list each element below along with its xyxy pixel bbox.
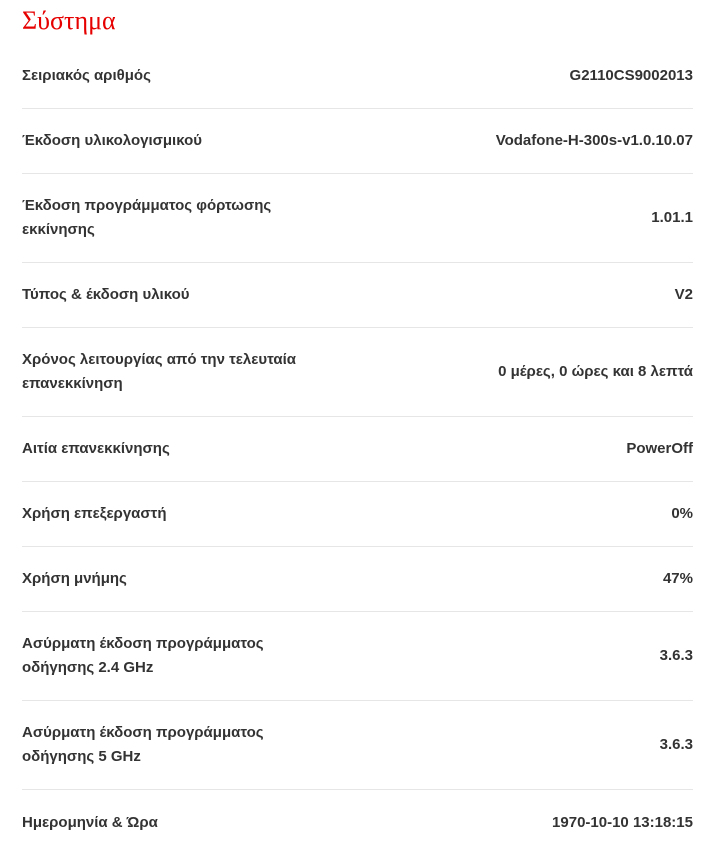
info-value: 1970-10-10 13:18:15 — [552, 813, 693, 831]
info-row-reboot-reason — [22, 417, 693, 482]
info-row-uptime — [22, 328, 693, 417]
info-row-wireless-driver-5ghz — [22, 701, 693, 790]
system-info-list — [22, 44, 693, 855]
info-label: Έκδοση υλικολογισμικού — [22, 132, 202, 149]
info-row-wireless-driver-2-4ghz — [22, 612, 693, 701]
info-value: Vodafone-H-300s-v1.0.10.07 — [495, 132, 693, 149]
info-label: Ημερομηνία & Ώρα — [22, 813, 158, 831]
info-label: Αιτία επανεκκίνησης — [22, 440, 170, 457]
info-row-cpu-usage — [22, 482, 693, 547]
info-value: 3.6.3 — [659, 647, 693, 664]
info-row-serial-number — [22, 44, 693, 109]
info-row-bootloader-version — [22, 174, 693, 263]
info-label: Ασύρματη έκδοση προγράμματος οδήγησης 5 GHz — [22, 724, 264, 765]
info-value: G2110CS9002013 — [569, 67, 693, 84]
info-label: Έκδοση προγράμματος φόρτωσης εκκίνησης — [22, 197, 272, 238]
page-title: Σύστημα — [22, 6, 116, 35]
info-value: 1.01.1 — [651, 209, 693, 226]
info-value: 3.6.3 — [659, 736, 693, 753]
info-value: PowerOff — [626, 440, 693, 457]
info-label: Χρόνος λειτουργίας από την τελευταία επανεκκίνηση — [22, 351, 296, 392]
info-value: 0% — [671, 505, 693, 522]
info-value: 0 μέρες, 0 ώρες και 8 λεπτά — [498, 363, 693, 380]
info-label: Τύπος & έκδοση υλικού — [22, 286, 190, 303]
info-value: V2 — [674, 286, 693, 303]
info-label: Χρήση μνήμης — [22, 570, 127, 587]
info-label: Χρήση επεξεργαστή — [22, 505, 167, 522]
info-row-date-time — [22, 790, 693, 855]
info-row-memory-usage — [22, 547, 693, 612]
info-label: Σειριακός αριθμός — [22, 67, 151, 84]
info-row-hardware-version — [22, 263, 693, 328]
info-label: Ασύρματη έκδοση προγράμματος οδήγησης 2.4 GHz — [22, 635, 264, 676]
info-row-firmware-version — [22, 109, 693, 174]
info-value: 47% — [662, 570, 693, 587]
